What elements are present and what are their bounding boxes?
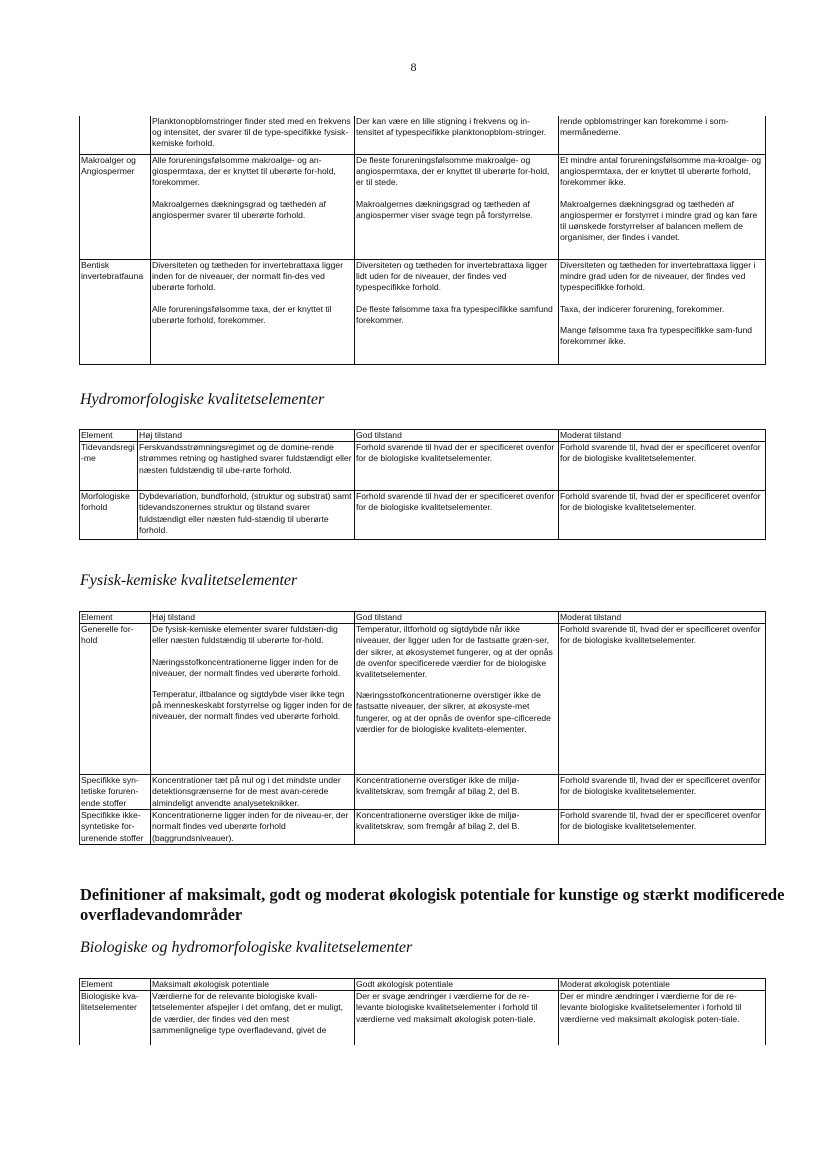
column-header: Moderat økologisk potentiale — [559, 979, 766, 991]
god-cell: Diversiteten og tætheden for invertebrattaxa ligger lidt uden for de niveauer, der findes ved typespecifikke forhold. De fleste følsomme taxa fra typespecifikke samfund forekommer. — [355, 260, 559, 365]
table-row — [80, 810, 766, 845]
definitions-heading: Definitioner af maksimalt, godt og moderat økologisk potentiale for kunstige og stærkt modificerede overfladevandområder — [80, 885, 785, 924]
hoej-cell: Diversiteten og tætheden for invertebrattaxa ligger inden for de niveauer, der normalt fin-des ved uberørte forhold. Alle forureningsfølsomme taxa, der er knyttet til uberørte forhold, forekommer. — [151, 260, 355, 365]
moderat-cell: Forhold svarende til, hvad der er specificeret ovenfor for de biologiske kvalitetselementer. — [559, 491, 766, 540]
moderat-cell: Diversiteten og tætheden for invertebrattaxa ligger i mindre grad uden for de niveauer, der findes ved typespecifikke forhold. Taxa, der indicerer forurening, forekommer. Mange følsomme taxa fra typespecifikke sam-fund forekommer ikke. — [559, 260, 766, 365]
table-row — [80, 116, 766, 155]
table-row — [80, 155, 766, 260]
column-header: God tilstand — [355, 430, 559, 442]
hoej-cell: Planktonopblomstringer finder sted med en frekvens og intensitet, der svarer til de type-specifikke fysisk-kemiske forhold. — [151, 116, 355, 155]
potential-table — [79, 978, 766, 1045]
column-header: Moderat tilstand — [559, 612, 766, 624]
column-header: God tilstand — [355, 612, 559, 624]
column-header: Element — [80, 979, 151, 991]
column-header: Moderat tilstand — [559, 430, 766, 442]
hoej-cell: Alle forureningsfølsomme makroalge- og an-giospermtaxa, der er knyttet til uberørte for-hold, forekommer. Makroalgernes dækningsgrad og tætheden af angiospermer svarer til uberørte forhold. — [151, 155, 355, 260]
table-header-row — [80, 979, 766, 991]
hoej-cell: Koncentrationer tæt på nul og i det mindste under detektionsgrænserne for de mest avan-cerede almindeligt anvendte analyseteknikker. — [151, 775, 355, 810]
section-title-bio-hydro: Biologiske og hydromorfologiske kvalitetselementer — [80, 939, 413, 956]
column-header: Maksimalt økologisk potentiale — [151, 979, 355, 991]
hoej-cell: Dybdevariation, bundforhold, (struktur og substrat) samt tidevandszonernes struktur og tilstand svarer fuldstændigt eller næsten fuld-stændig til uberørte forhold. — [138, 491, 355, 540]
moderat-cell: Et mindre antal forureningsfølsomme ma-kroalge- og angiospermtaxa, der er knyttet til uberørte forhold, forekommer ikke. Makroalgernes dækningsgrad og tætheden af angiospermer er forstyrret i mindre grad og kan føre til uønskede forstyrrelser af balancen mellem de organismer, der findes i vandet. — [559, 155, 766, 260]
hoej-cell: Koncentrationerne ligger inden for de niveau-er, der normalt findes ved uberørte forhold (baggrundsniveauer). — [151, 810, 355, 845]
table-header-row — [80, 612, 766, 624]
hoej-cell: De fysisk-kemiske elementer svarer fuldstæn-dig eller næsten fuldstændig til uberørte for-hold. Næringsstofkoncentrationerne ligger inden for de niveauer, der normalt findes ved uberørte forhold. Temperatur, iltbalance og sigtdybde viser ikke tegn på menneskeskabt forstyrrelse og ligger inden for de niveauer, der normalt findes ved uberørte forhold. — [151, 624, 355, 775]
god-cell: Koncentrationerne overstiger ikke de miljø-kvalitetskrav, som fremgår af bilag 2, del B. — [355, 775, 559, 810]
god-cell: Der kan være en lille stigning i frekvens og in-tensitet af typespecifikke planktonopblom-stringer. — [355, 116, 559, 155]
element-cell: Tidevandsregi-me — [80, 442, 138, 491]
column-header: Element — [80, 612, 151, 624]
moderat-cell: Forhold svarende til, hvad der er specificeret ovenfor for de biologiske kvalitetselementer. — [559, 624, 766, 775]
biological-table-continued — [79, 116, 766, 365]
moderat-cell: Der er mindre ændringer i værdierne for de re-levante biologiske kvalitetselementer i forhold til værdierne ved maksimalt økologisk poten-tiale. — [559, 991, 766, 1046]
god-cell: Forhold svarende til hvad der er specificeret ovenfor for de biologiske kvalitetselementer. — [355, 442, 559, 491]
table-row — [80, 775, 766, 810]
column-header: Element — [80, 430, 138, 442]
table-row — [80, 991, 766, 1046]
section-title-physicochemical: Fysisk-kemiske kvalitetselementer — [80, 572, 298, 589]
column-header: Høj tilstand — [151, 612, 355, 624]
element-cell: Bentisk invertebratfauna — [80, 260, 151, 365]
element-cell: Specifikke ikke-syntetiske for-urenende stoffer — [80, 810, 151, 845]
god-cell: De fleste forureningsfølsomme makroalge- og angiospermtaxa, der er knyttet til uberørte for-hold, er til stede. Makroalgernes dækningsgrad og tætheden af angiospermer viser svage tegn på forstyrrelse. — [355, 155, 559, 260]
element-cell: Makroalger og Angiospermer — [80, 155, 151, 260]
column-header: Høj tilstand — [138, 430, 355, 442]
physicochemical-table — [79, 611, 766, 845]
element-cell: Morfologiske forhold — [80, 491, 138, 540]
maks-cell: Værdierne for de relevante biologiske kvali-tetselementer afspejler i det omfang, det er muligt, de værdier, der findes ved den mest sammenlignelige type overfladevand, givet de — [151, 991, 355, 1046]
godt-cell: Der er svage ændringer i værdierne for de re-levante biologiske kvalitetselementer i forhold til værdierne ved maksimalt økologisk poten-tiale. — [355, 991, 559, 1046]
page-number: 8 — [410, 60, 417, 74]
section-title-hydromorphological: Hydromorfologiske kvalitetselementer — [80, 391, 325, 408]
element-cell: Specifikke syn-tetiske foruren-ende stoffer — [80, 775, 151, 810]
table-row — [80, 624, 766, 775]
element-cell: Biologiske kva-litetselementer — [80, 991, 151, 1046]
moderat-cell: Forhold svarende til, hvad der er specificeret ovenfor for de biologiske kvalitetselementer. — [559, 442, 766, 491]
table-row — [80, 491, 766, 540]
element-cell: Generelle for-hold — [80, 624, 151, 775]
hydromorphological-table — [79, 429, 766, 540]
element-cell — [80, 116, 151, 155]
moderat-cell: Forhold svarende til, hvad der er specificeret ovenfor for de biologiske kvalitetselementer. — [559, 810, 766, 845]
god-cell: Temperatur, iltforhold og sigtdybde når ikke niveauer, der ligger uden for de fastsatte græn-ser, der sikrer, at økosystemet fungerer, og at der opnås de ovenfor specificerede værdier for de biologiske kvalitetselementer. Næringsstofkoncentrationerne overstiger ikke de fastsatte niveauer, der sikrer, at økosyste-met fungerer, og at der opnås de ovenfor spe-cificerede værdier for de biologiske kvalitets-elementer. — [355, 624, 559, 775]
table-row — [80, 442, 766, 491]
god-cell: Koncentrationerne overstiger ikke de miljø-kvalitetskrav, som fremgår af bilag 2, del B. — [355, 810, 559, 845]
table-row — [80, 260, 766, 365]
column-header: Godt økologisk potentiale — [355, 979, 559, 991]
moderat-cell: Forhold svarende til, hvad der er specificeret ovenfor for de biologiske kvalitetselementer. — [559, 775, 766, 810]
moderat-cell: rende opblomstringer kan forekomme i som-mermånederne. — [559, 116, 766, 155]
table-header-row — [80, 430, 766, 442]
hoej-cell: Ferskvandsstrømningsregimet og de domine-rende strømmes retning og hastighed svarer fuldstændigt eller næsten fuldstændig til ube-rørte forhold. — [138, 442, 355, 491]
god-cell: Forhold svarende til hvad der er specificeret ovenfor for de biologiske kvalitetselementer. — [355, 491, 559, 540]
